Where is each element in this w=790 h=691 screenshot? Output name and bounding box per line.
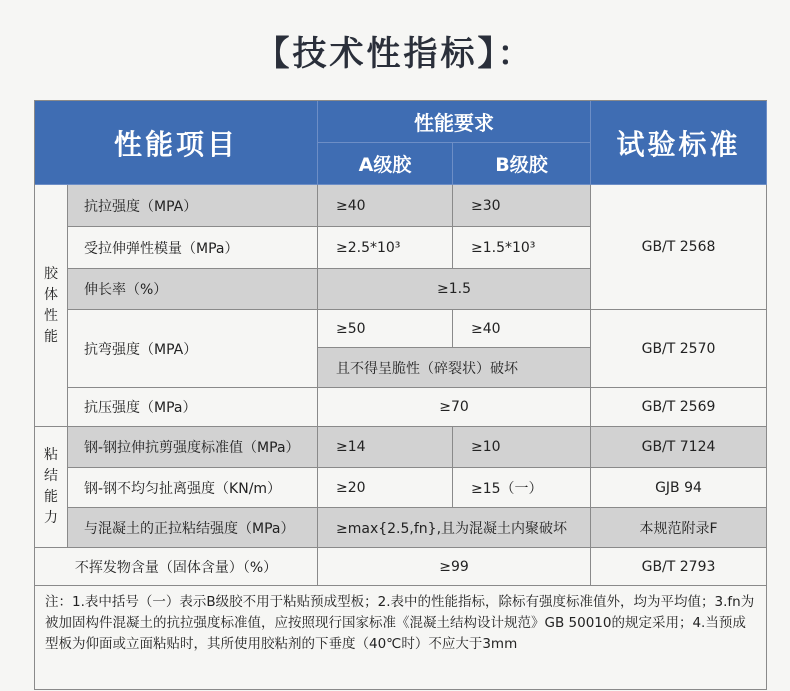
header-grade-a: A级胶 <box>318 143 453 185</box>
row-flexural-note: 且不得呈脆性（碎裂状）破坏 <box>318 348 591 388</box>
row-uneven-label: 钢-钢不均匀扯离强度（KN/m） <box>68 468 318 508</box>
row-uneven-a: ≥20 <box>318 468 453 508</box>
row-tensile-label: 抗拉强度（MPA） <box>68 185 318 227</box>
std-2569: GB/T 2569 <box>591 388 767 427</box>
std-2568: GB/T 2568 <box>591 185 767 310</box>
row-nonvolatile-value: ≥99 <box>318 548 591 586</box>
spec-table <box>34 100 767 690</box>
row-flexural-b: ≥40 <box>453 310 591 348</box>
row-uneven-b: ≥15（一） <box>453 468 591 508</box>
category-adhesive: 胶体性能 <box>35 185 68 427</box>
row-shear-label: 钢-钢拉伸抗剪强度标准值（MPa） <box>68 427 318 468</box>
header-item: 性能项目 <box>35 101 318 185</box>
std-7124: GB/T 7124 <box>591 427 767 468</box>
row-nonvolatile-label: 不挥发物含量（固体含量）（%） <box>35 548 318 586</box>
row-concrete-value: ≥max{2.5,fn},且为混凝土内聚破坏 <box>318 508 591 548</box>
row-compressive-value: ≥70 <box>318 388 591 427</box>
row-elongation-label: 伸长率（%） <box>68 269 318 310</box>
row-compressive-label: 抗压强度（MPa） <box>68 388 318 427</box>
std-2570: GB/T 2570 <box>591 310 767 388</box>
header-requirement: 性能要求 <box>318 101 591 143</box>
header-standard: 试验标准 <box>591 101 767 185</box>
row-tensile-b: ≥30 <box>453 185 591 227</box>
std-2793: GB/T 2793 <box>591 548 767 586</box>
table-note: 注：1.表中括号（一）表示B级胶不用于粘贴预成型板；2.表中的性能指标，除标有强度标准值外，均为平均值；3.fn为被加固构件混凝土的抗拉强度标准值，应按照现行国家标准《混凝土结构设计规范》GB 50010的规定采用；4.当预成型板为仰面或立面粘贴时，其所使用胶粘剂的下垂度（40℃时）不应大于3mm <box>35 586 767 690</box>
row-modulus-label: 受拉伸弹性模量（MPa） <box>68 227 318 269</box>
row-concrete-label: 与混凝土的正拉粘结强度（MPa） <box>68 508 318 548</box>
row-flexural-label: 抗弯强度（MPA） <box>68 310 318 388</box>
category-bonding: 粘结能力 <box>35 427 68 548</box>
std-appendix-f: 本规范附录F <box>591 508 767 548</box>
header-grade-b: B级胶 <box>453 143 591 185</box>
row-modulus-b: ≥1.5*10³ <box>453 227 591 269</box>
row-tensile-a: ≥40 <box>318 185 453 227</box>
std-gjb94: GJB 94 <box>591 468 767 508</box>
row-elongation-value: ≥1.5 <box>318 269 591 310</box>
page-title: 【技术性指标】： <box>255 34 535 74</box>
row-flexural-a: ≥50 <box>318 310 453 348</box>
row-shear-b: ≥10 <box>453 427 591 468</box>
row-modulus-a: ≥2.5*10³ <box>318 227 453 269</box>
row-shear-a: ≥14 <box>318 427 453 468</box>
